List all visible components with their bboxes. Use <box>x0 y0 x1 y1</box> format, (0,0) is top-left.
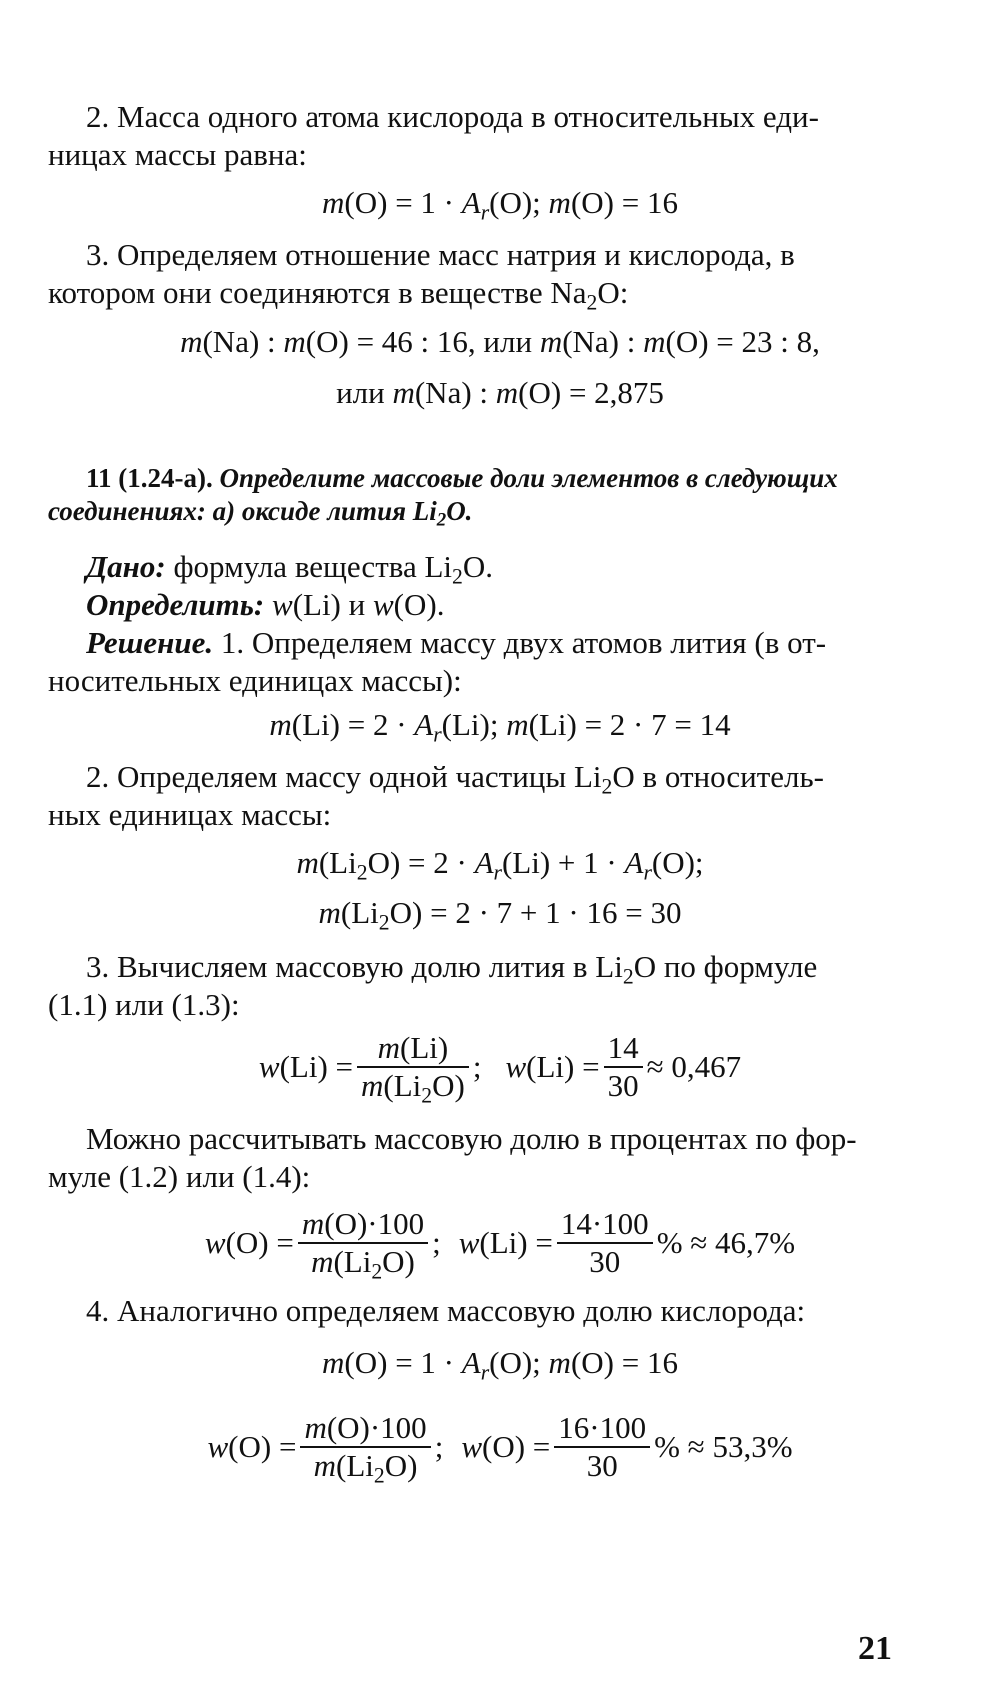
task-statement: 11 (1.24-а). Определите массовые доли элементов в следующих соединениях: а) оксиде лития $Li_2O$. <box>48 463 838 531</box>
formula-oxygen-mass: $m(O) = 1 \cdot A_r(O)$; m(O) = 16 <box>322 185 678 225</box>
formula-particle-mass-2: $m(Li_2O) = 2 \cdot 7 + 1 \cdot 16 = 30$ <box>318 895 682 935</box>
formula-percent-oxygen: w(O) = $\frac{m(O)\cdot 100}{m(Li_2O)}$ ; w(O) = $\frac{16\cdot 100}{30}$ % ≈ 53,3% <box>207 1410 793 1488</box>
solution-step-2: 2. Определяем массу одной частицы $Li_2O$ в относитель- ных единицах массы: <box>48 759 824 832</box>
formula-lithium-mass: $m(Li) = 2 \cdot A_r(Li)$; m(Li) = 2 · 7 = 14 <box>269 707 731 747</box>
formula-percent-lithium: w(O) = $\frac{m(O)\cdot 100}{m(Li_2O)}$ ; w(Li) = $\frac{14\cdot 100}{30}$ % ≈ 46,7% <box>204 1206 796 1284</box>
formula-particle-mass-1: $m(Li_2O) = 2 \cdot A_r(Li) + 1 \cdot A_r(O)$; <box>296 845 704 885</box>
formula-mass-ratio-2: или m(Na) : m(O) = 2,875 <box>336 375 664 410</box>
given-line: Дано: формула вещества $Li_2O$. <box>86 549 494 589</box>
find-line: Определить: w(Li) и w(O). <box>86 587 445 622</box>
formula-lithium-fraction: w(Li) = $\frac{m(Li)}{m(Li_2O)}$ ; w(Li) = $\frac{14}{30}$ ≈ 0,467 <box>258 1030 742 1108</box>
solution-step-3: 3. Вычисляем массовую долю лития в $Li_2O$ по формуле (1.1) или (1.3): <box>48 949 818 1022</box>
formula-oxygen-mass-2: $m(O) = 1 \cdot A_r(O)$; m(O) = 16 <box>322 1345 678 1385</box>
fraction: $\frac{m(Li)}{m(Li_2O)}$ <box>357 1030 469 1103</box>
task-number: 11 (1.24-а). <box>86 463 213 493</box>
solution-step-4: 4. Аналогично определяем массовую долю кислорода: <box>86 1293 806 1328</box>
formula-mass-ratio-1: m(Na) : m(O) = 46 : 16, или m(Na) : m(O) = 23 : 8, <box>180 324 820 359</box>
paragraph-percent: Можно рассчитывать массовую долю в процентах по фор- муле (1.2) или (1.4): <box>48 1121 857 1194</box>
fraction: $\frac{m(O)\cdot 100}{m(Li_2O)}$ <box>300 1410 430 1483</box>
paragraph-mass-ratio: 3. Определяем отношение масс натрия и кислорода, в котором они соединяются в веществе $Na_2O$: <box>48 237 795 315</box>
fraction: $\frac{14\cdot 100}{30}$ <box>557 1206 653 1279</box>
page-number: 21 <box>858 1630 892 1667</box>
fraction: $\frac{14}{30}$ <box>604 1030 643 1103</box>
paragraph-oxygen-mass: 2. Масса одного атома кислорода в относительных еди- ницах массы равна: <box>48 99 819 172</box>
fraction: $\frac{m(O)\cdot 100}{m(Li_2O)}$ <box>298 1206 428 1279</box>
fraction: $\frac{16\cdot 100}{30}$ <box>554 1410 650 1483</box>
solution-step-1: Решение. 1. Определяем массу двух атомов лития (в от- носительных единицах массы): <box>48 625 827 698</box>
